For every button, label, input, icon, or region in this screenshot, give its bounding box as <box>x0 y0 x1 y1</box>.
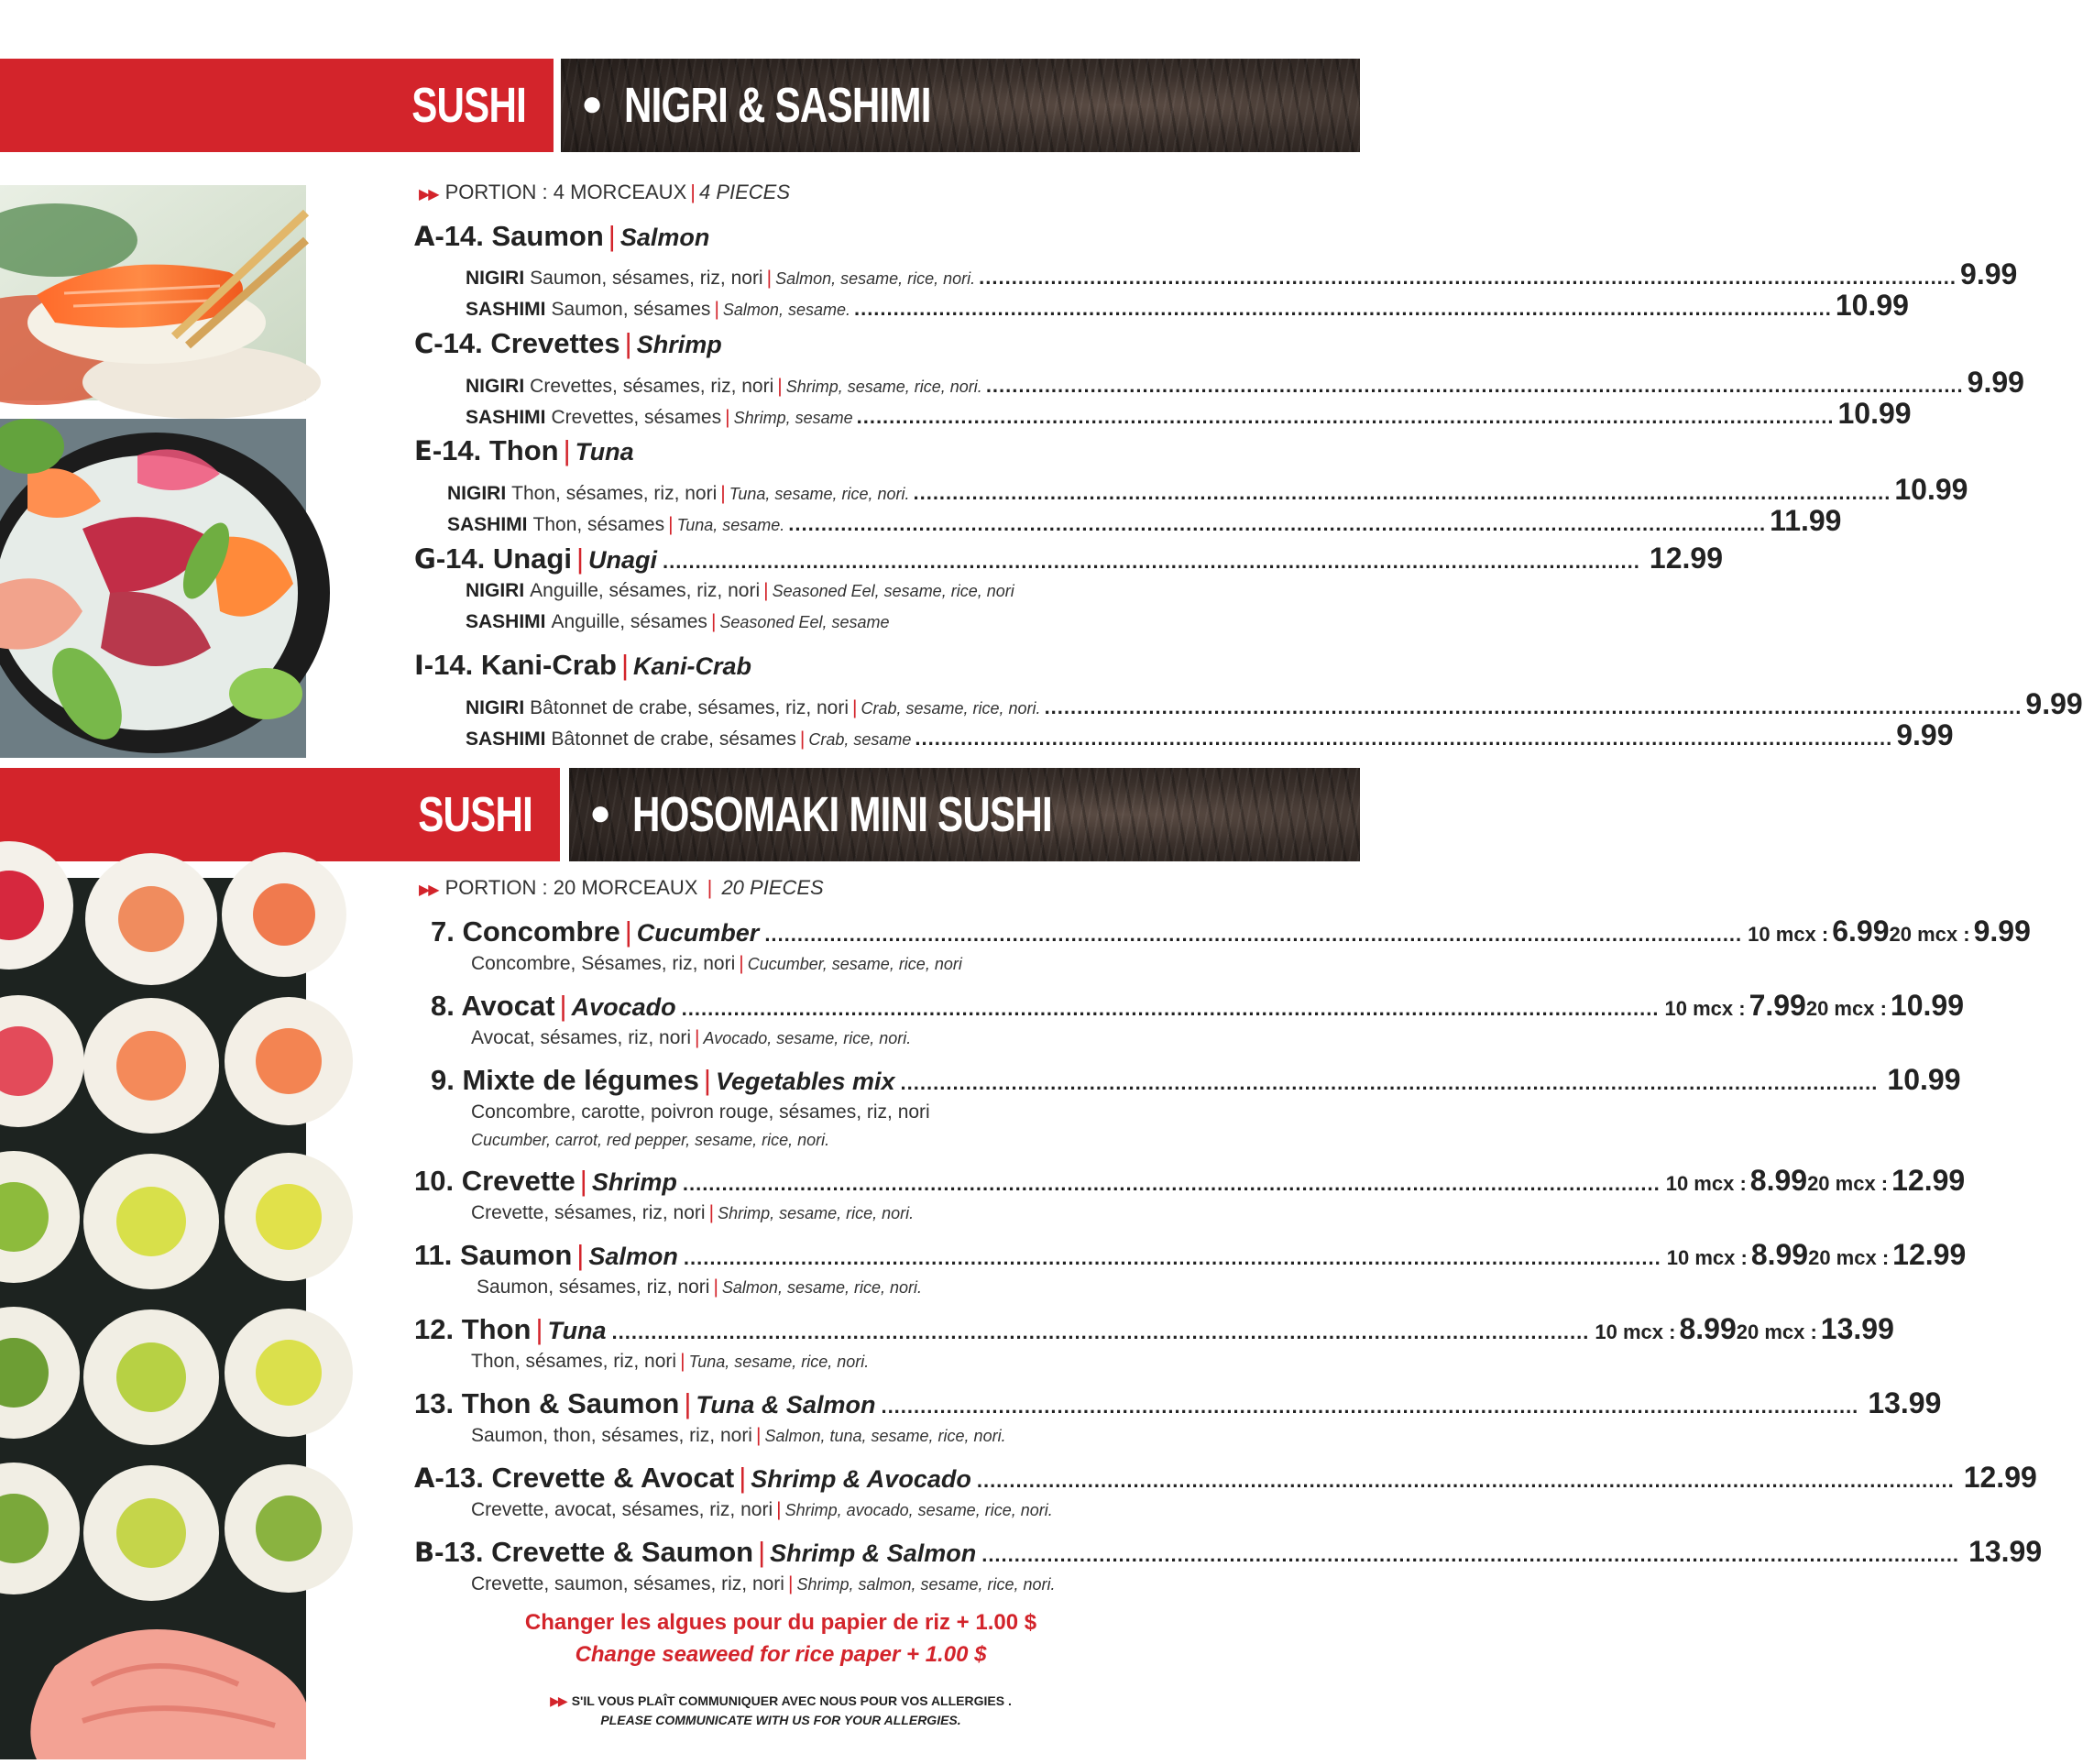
rice-paper-note-fr: Changer les algues pour du papier de riz + 1.00 $ <box>524 1610 1037 1635</box>
menu-item-7: 7. Concombre | Cucumber ...................................................................................................................................................... 10 mcx : 6.99 20 mcx : 9.99 <box>431 915 2031 948</box>
menu-row: SASHIMI Bâtonnet de crabe, sésames | Crab, sesame ...................................................................................................................................................... 9.99 <box>466 718 1954 751</box>
item-description: Crevette, saumon, sésames, riz, nori | Shrimp, salmon, sesame, rice, nori. <box>471 1573 1056 1594</box>
item-description: Avocat, sésames, riz, nori | Avocado, sesame, rice, nori. <box>471 1027 912 1048</box>
header-right-banner: ● NIGRI & SASHIMI <box>561 59 1360 152</box>
menu-item-10: 10. Crevette | Shrimp ...................................................................................................................................................... 10 mcx : 8.99 20 mcx : 12.99 <box>414 1164 1966 1197</box>
menu-item-9: 9. Mixte de légumes | Vegetables mix ...................................................................................................................................................... 10.99 <box>431 1063 1961 1096</box>
header-right-banner: ● HOSOMAKI MINI SUSHI <box>569 768 1360 861</box>
menu-item-8: 8. Avocat | Avocado ...................................................................................................................................................... 10 mcx : 7.99 20 mcx : 10.99 <box>431 989 1964 1022</box>
menu-item-a14: A -14. Saumon | Salmon <box>414 220 710 252</box>
photo-salmon-nigiri <box>0 185 306 400</box>
item-description: Crevette, avocat, sésames, riz, nori | Shrimp, avocado, sesame, rice, nori. <box>471 1499 1053 1520</box>
menu-row: SASHIMI Anguille, sésames | Seasoned Eel, sesame <box>466 611 890 632</box>
item-description: Crevette, sésames, riz, nori | Shrimp, sesame, rice, nori. <box>471 1202 915 1223</box>
menu-row: NIGIRI Saumon, sésames, riz, nori | Salmon, sesame, rice, nori. ...................................................................................................................................................... 9.99 <box>466 257 2018 290</box>
menu-item-i14: I -14. Kani-Crab | Kani-Crab <box>414 649 752 681</box>
menu-item-12: 12. Thon | Tuna ...................................................................................................................................................... 10 mcx : 8.99 20 mcx : 13.99 <box>414 1312 1894 1345</box>
allergy-notice-en: PLEASE COMMUNICATE WITH US FOR YOUR ALLERGIES. <box>600 1713 961 1727</box>
portion-info-1: ▶▶ PORTION : 4 MORCEAUX | 4 PIECES <box>419 181 791 203</box>
header-left-label: SUSHI <box>0 768 560 861</box>
menu-row: SASHIMI Thon, sésames | Tuna, sesame. ...................................................................................................................................................... 11.99 <box>447 504 1842 537</box>
section-header-nigiri <box>0 59 1360 152</box>
allergy-notice-fr: ▶▶ S'IL VOUS PLAÎT COMMUNIQUER AVEC NOUS POUR VOS ALLERGIES . <box>550 1693 1012 1708</box>
item-description: Saumon, sésames, riz, nori | Salmon, sesame, rice, nori. <box>477 1276 922 1298</box>
menu-row: SASHIMI Crevettes, sésames | Shrimp, sesame ...................................................................................................................................................... 10.99 <box>466 397 1912 430</box>
photo-sashimi-platter <box>0 419 306 758</box>
item-description: Concombre, Sésames, riz, nori | Cucumber, sesame, rice, nori <box>471 953 962 974</box>
photo-hosomaki-rolls <box>0 878 306 1759</box>
item-description: Concombre, carotte, poivron rouge, sésames, riz, nori <box>471 1101 930 1123</box>
item-description: Saumon, thon, sésames, riz, nori | Salmon, tuna, sesame, rice, nori. <box>471 1425 1006 1446</box>
rice-paper-note-en: Change seaweed for rice paper + 1.00 $ <box>575 1642 987 1667</box>
menu-item-b13: B -13. Crevette & Saumon | Shrimp & Salmon ...................................................................................................................................................... 13.99 <box>414 1535 2043 1568</box>
menu-item-c14: C -14. Crevettes | Shrimp <box>414 327 722 359</box>
menu-item-11: 11. Saumon | Salmon ...................................................................................................................................................... 10 mcx : 8.99 20 mcx : 12.99 <box>414 1238 1967 1271</box>
item-description-en: Cucumber, carrot, red pepper, sesame, rice, nori. <box>471 1131 830 1149</box>
menu-row: SASHIMI Saumon, sésames | Salmon, sesame. ...................................................................................................................................................... 10.99 <box>466 289 1909 322</box>
portion-info-2: ▶▶ PORTION : 20 MORCEAUX | 20 PIECES <box>419 876 824 899</box>
menu-item-e14: E -14. Thon | Tuna <box>414 434 634 466</box>
menu-item-g14: G -14. Unagi | Unagi ...................................................................................................................................................... 12.99 <box>414 542 1723 575</box>
menu-row: NIGIRI Anguille, sésames, riz, nori | Seasoned Eel, sesame, rice, nori <box>466 580 1014 601</box>
menu-item-13: 13. Thon & Saumon | Tuna & Salmon ...................................................................................................................................................... 13.99 <box>414 1386 1942 1419</box>
section-header-hosomaki <box>0 768 1360 861</box>
menu-row: NIGIRI Crevettes, sésames, riz, nori | Shrimp, sesame, rice, nori. ...................................................................................................................................................... 9.99 <box>466 366 2024 399</box>
menu-row: NIGIRI Bâtonnet de crabe, sésames, riz, nori | Crab, sesame, rice, nori. ...................................................................................................................................................... 9.99 <box>466 687 2083 720</box>
menu-row: NIGIRI Thon, sésames, riz, nori | Tuna, sesame, rice, nori. ...................................................................................................................................................... 10.99 <box>447 473 1968 506</box>
menu-item-a13: A -13. Crevette & Avocat | Shrimp & Avocado ...................................................................................................................................................... 12.99 <box>414 1461 2037 1494</box>
header-left-label: SUSHI <box>0 59 554 152</box>
item-description: Thon, sésames, riz, nori | Tuna, sesame, rice, nori. <box>471 1351 870 1372</box>
